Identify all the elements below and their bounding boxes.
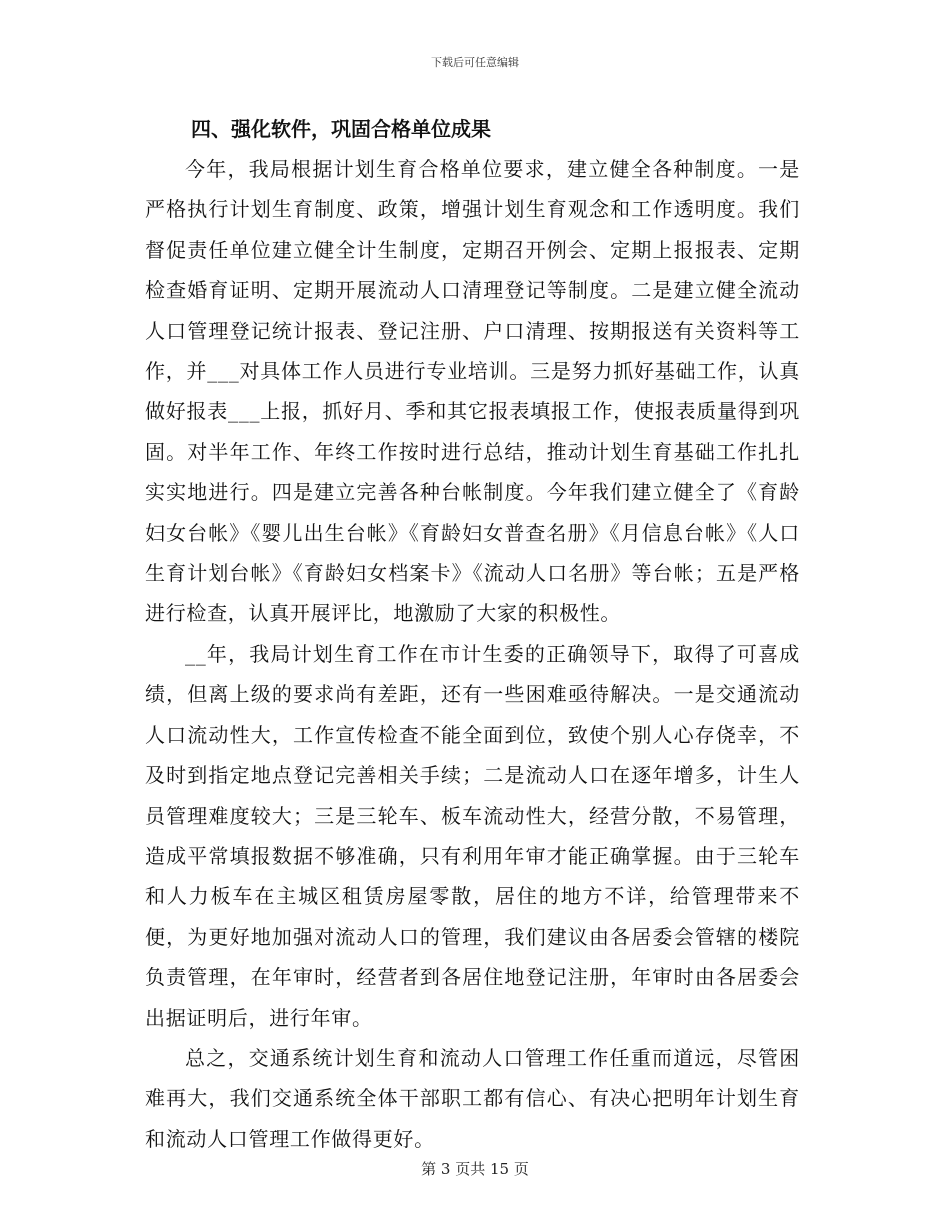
paragraph-difficulties: __年，我局计划生育工作在市计生委的正确领导下，取得了可喜成绩，但离上级的要求尚有差距，还有一些困难亟待解决。一是交通流动人口流动性大，工作宣传检查不能全面到位，致使个别人心存侥幸，不及时到指定地点登记完善相关手续；二是流动人口在逐年增多，计生人员管理难度较大；三是三轮车、板车流动性大，经营分散，不易管理，造成平常填报数据不够准确，只有利用年审才能正确掌握。由于三轮车和人力板车在主城区租赁房屋零散，居住的地方不详，给管理带来不便，为更好地加强对流动人口的管理，我们建议由各居委会管辖的楼院负责管理，在年审时，经营者到各居住地登记注册，年审时由各居委会出据证明后，进行年审。: [145, 641, 800, 1030]
paragraph-conclusion: 总之，交通系统计划生育和流动人口管理工作任重而道远，尽管困难再大，我们交通系统全体干部职工都有信心、有决心把明年计划生育和流动人口管理工作做得更好。: [145, 1045, 800, 1151]
section-heading: 四、强化软件，巩固合格单位成果: [191, 117, 491, 141]
page-header-note: 下载后可任意编辑: [431, 56, 519, 69]
paragraph-regulations: 今年，我局根据计划生育合格单位要求，建立健全各种制度。一是严格执行计划生育制度、政策，增强计划生育观念和工作透明度。我们督促责任单位建立健全计生制度，定期召开例会、定期上报报表、定期检查婚育证明、定期开展流动人口清理登记等制度。二是建立健全流动人口管理登记统计报表、登记注册、户口清理、按期报送有关资料等工作，并___对具体工作人员进行专业培训。三是努力抓好基础工作，认真做好报表___上报，抓好月、季和其它报表填报工作，使报表质量得到巩固。对半年工作、年终工作按时进行总结，推动计划生育基础工作扎扎实实地进行。四是建立完善各种台帐制度。今年我们建立健全了《育龄妇女台帐》《婴儿出生台帐》《育龄妇女普查名册》《月信息台帐》《人口生育计划台帐》《育龄妇女档案卡》《流动人口名册》等台帐；五是严格进行检查，认真开展评比，地激励了大家的积极性。: [145, 157, 800, 626]
page-number: 第 3 页共 15 页: [421, 1160, 529, 1178]
document-body: [145, 109, 800, 1159]
